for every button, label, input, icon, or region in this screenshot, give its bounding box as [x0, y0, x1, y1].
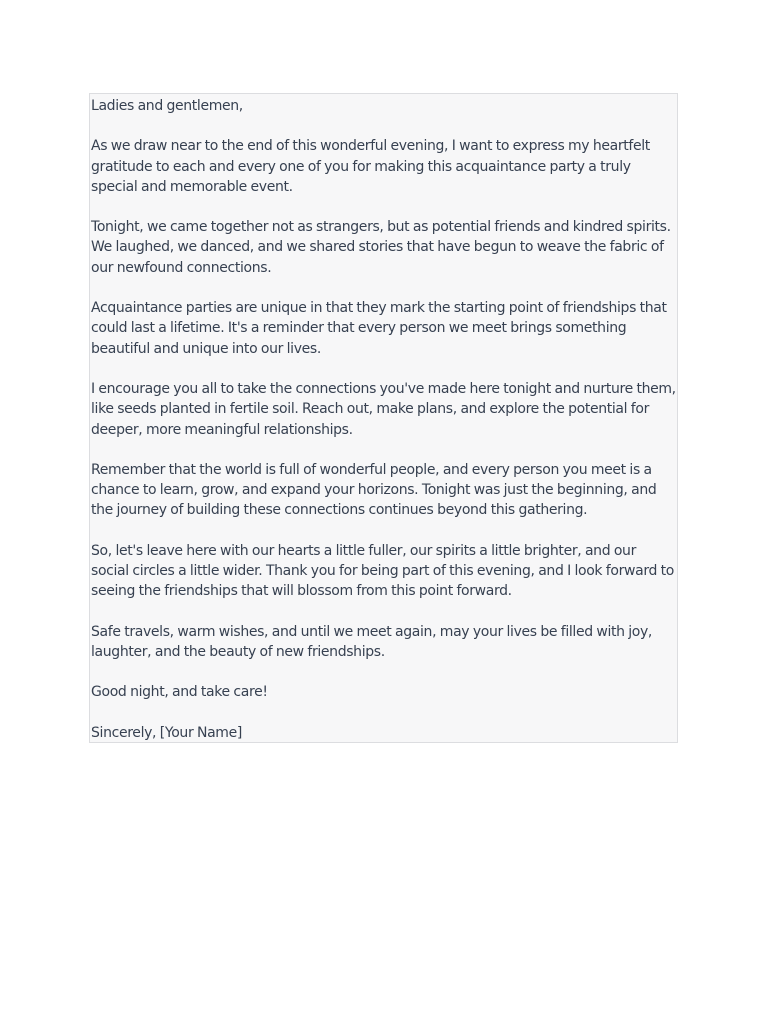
paragraph-safe-travels: Safe travels, warm wishes, and until we meet again, may your lives be filled with joy, laughter, and the beauty of new friendships. — [91, 623, 653, 660]
paragraph-remember: Remember that the world is full of wonderful people, and every person you meet is a chance to learn, grow, and expand your horizons. Tonight was just the beginning, and the journey of building these connections continues beyond this gathering. — [91, 461, 657, 519]
paragraph-acquaintance-parties: Acquaintance parties are unique in that they mark the starting point of friendships that could last a lifetime. It's a reminder that every person we meet brings something beautiful and unique into our lives. — [91, 300, 667, 357]
paragraph-encourage: I encourage you all to take the connections you've made here tonight and nurture them, like seeds planted in fertile soil. Reach out, make plans, and explore the potential for deeper, more meaningful relationships. — [91, 380, 676, 438]
signature: Sincerely, [Your Name] — [91, 724, 242, 741]
salutation: Ladies and gentlemen, — [91, 98, 243, 114]
paragraph-leave-here: So, let's leave here with our hearts a little fuller, our spirits a little brighter, and our social circles a little wider. Thank you for being part of this evening, and I look forward to seeing the friendships that will blossom from this point forward. — [91, 542, 674, 600]
speech-text-box — [89, 93, 678, 743]
paragraph-tonight: Tonight, we came together not as strangers, but as potential friends and kindred spirits. We laughed, we danced, and we shared stories that have begun to weave the fabric of our newfound connections. — [91, 219, 671, 276]
paragraph-gratitude: As we draw near to the end of this wonderful evening, I want to express my heartfelt gratitude to each and every one of you for making this acquaintance party a truly special and memorable event. — [91, 138, 650, 195]
farewell: Good night, and take care! — [91, 684, 268, 701]
